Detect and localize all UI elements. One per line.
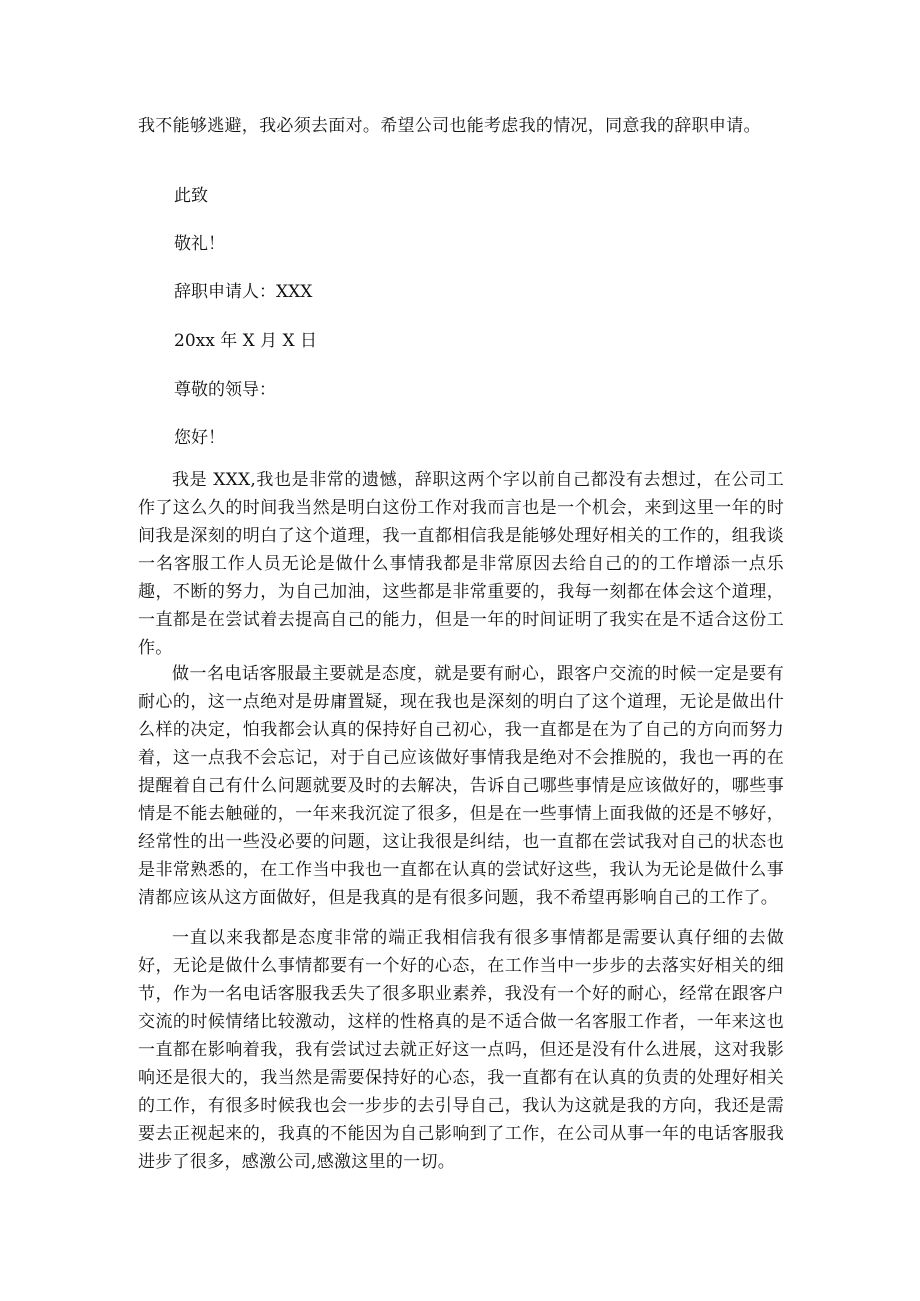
body-paragraph-2: 做一名电话客服最主要就是态度，就是要有耐心，跟客户交流的时候一定是要有耐心的，这一点绝对是毋庸置疑，现在我也是深刻的明白了这个道理，无论是做出什么样的决定，怕我都会认真的保持好自己初心，我一直都是在为了自己的方向而努力着，这一点我不会忘记，对于自己应该做好事情我是绝对不会推脱的，我也一再的在提醒着自己有什么问题就要及时的去解决，告诉自己哪些事情是应该做好的，哪些事情是不能去触碰的，一年来我沉淀了很多，但是在一些事情上面我做的还是不够好，经常性的出一些没必要的问题，这让我很是纠结，也一直都在尝试我对自己的状态也是非常熟悉的，在工作当中我也一直都在认真的尝试好这些，我认为无论是做什么事清都应该从这方面做好，但是我真的是有很多问题，我不希望再影响自己的工作了。 bbox=[138, 664, 784, 908]
greeting: 尊敬的领导： bbox=[174, 380, 276, 400]
opening-paragraph: 我不能够逃避，我必须去面对。希望公司也能考虑我的情况，同意我的辞职申请。 bbox=[138, 116, 761, 136]
signature: 辞职申请人：XXX bbox=[174, 282, 313, 302]
closing-regards: 敬礼！ bbox=[174, 234, 225, 254]
date-line: 20xx 年 X 月 X 日 bbox=[174, 331, 318, 351]
body-paragraph-3: 一直以来我都是态度非常的端正我相信我有很多事情都是需要认真仔细的去做好，无论是做什么事情都要有一个好的心态，在工作当中一步步的去落实好相关的细节，作为一名电话客服我丢失了很多职业素养，我没有一个好的耐心，经常在跟客户交流的时候情绪比较激动，这样的性格真的是不适合做一名客服工作者，一年来这也一直都在影响着我，我有尝试过去就正好这一点吗，但还是没有什么进展，这对我影响还是很大的，我当然是需要保持好的心态，我一直都有在认真的负责的处理好相关的工作，有很多时候我也会一步步的去引导自己，我认为这就是我的方向，我还是需要去正视起来的，我真的不能因为自己影响到了工作，在公司从事一年的电话客服我进步了很多，感激公司,感激这里的一切。 bbox=[138, 928, 784, 1172]
closing-salutation: 此致 bbox=[174, 186, 208, 206]
body-paragraph-1: 我是 XXX,我也是非常的遗憾，辞职这两个字以前自己都没有去想过，在公司工作了这么久的时间我当然是明白这份工作对我而言也是一个机会，来到这里一年的时间我是深刻的明白了这个道理，我一直都相信我是能够处理好相关的工作的，组我谈一名客服工作人员无论是做什么事情我都是非常原因去给自己的的工作增添一点乐趣，不断的努力，为自己加油，这些都是非常重要的，我每一刻都在体会这个道理，一直都是在尝试着去提高自己的能力，但是一年的时间证明了我实在是不适合这份工作。 bbox=[138, 470, 784, 658]
hello-line: 您好！ bbox=[174, 428, 225, 448]
